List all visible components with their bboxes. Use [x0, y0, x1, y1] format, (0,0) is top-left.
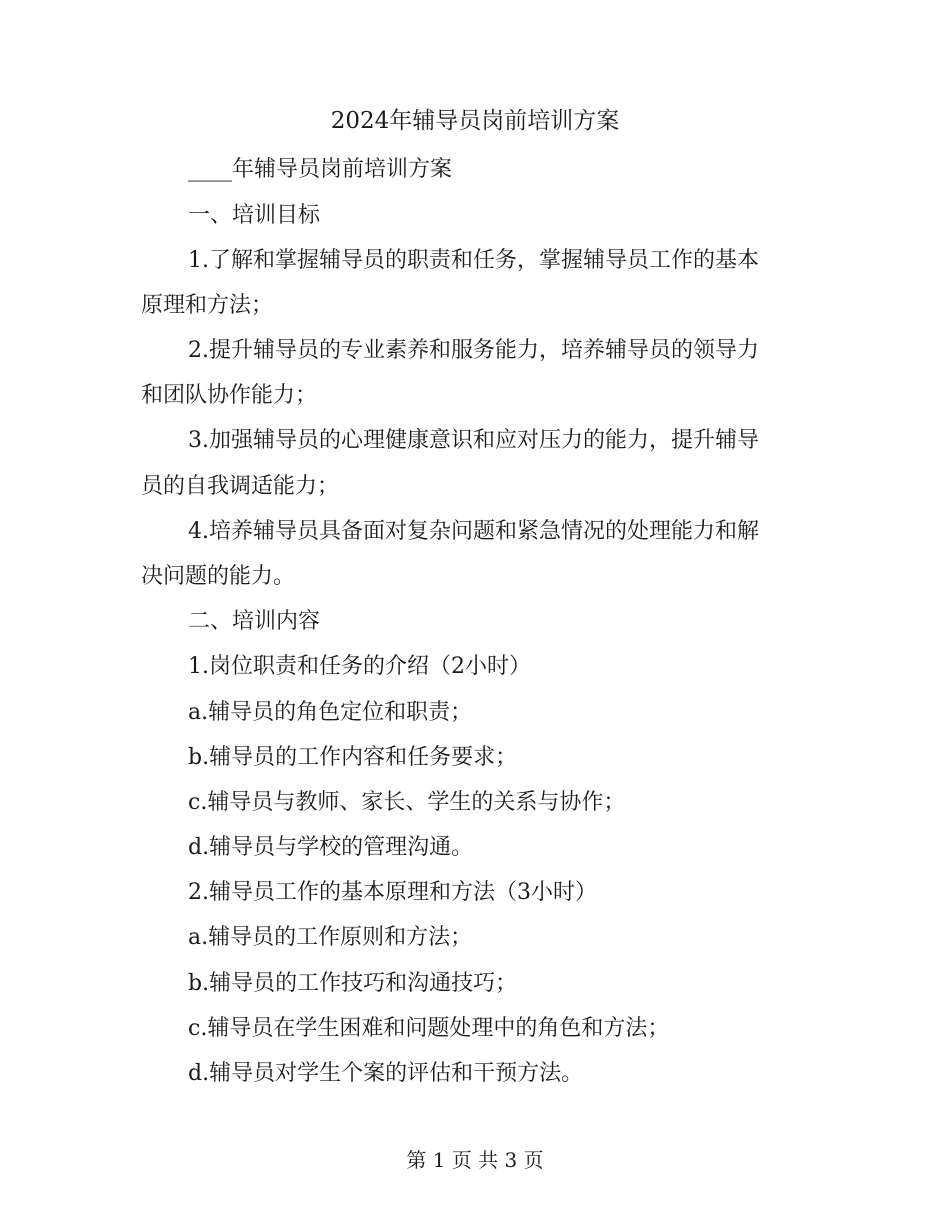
list-item: b.辅导员的工作技巧和沟通技巧； [188, 971, 518, 996]
list-item: a.辅导员的角色定位和职责； [188, 700, 473, 725]
paragraph-line: 2.提升辅导员的专业素养和服务能力，培养辅导员的领导力 [188, 338, 759, 363]
paragraph-line: 2.辅导员工作的基本原理和方法（3小时） [188, 880, 597, 905]
document-title: 2024年辅导员岗前培训方案 [330, 108, 620, 134]
list-item: d.辅导员对学生个案的评估和干预方法。 [188, 1061, 584, 1086]
page-number-footer: 第 1 页 共 3 页 [406, 1148, 544, 1172]
list-item: a.辅导员的工作原则和方法； [188, 925, 473, 950]
paragraph-line: 员的自我调适能力； [141, 474, 340, 499]
list-item: c.辅导员与教师、家长、学生的关系与协作； [188, 790, 626, 815]
paragraph-line: 1.岗位职责和任务的介绍（2小时） [188, 654, 531, 679]
paragraph-line: 决问题的能力。 [141, 564, 296, 589]
paragraph-line: 4.培养辅导员具备面对复杂问题和紧急情况的处理能力和解 [188, 519, 759, 544]
paragraph-line: 原理和方法； [141, 293, 274, 318]
section-heading: 一、培训目标 [188, 203, 321, 228]
list-item: c.辅导员在学生困难和问题处理中的角色和方法； [188, 1016, 670, 1041]
paragraph-line: 和团队协作能力； [141, 383, 318, 408]
list-item: d.辅导员与学校的管理沟通。 [188, 835, 474, 860]
list-item: b.辅导员的工作内容和任务要求； [188, 745, 518, 770]
section-heading: 二、培训内容 [188, 609, 321, 634]
paragraph-line: ____年辅导员岗前培训方案 [188, 157, 453, 182]
paragraph-line: 3.加强辅导员的心理健康意识和应对压力的能力，提升辅导 [188, 428, 759, 453]
paragraph-line: 1.了解和掌握辅导员的职责和任务，掌握辅导员工作的基本 [188, 248, 759, 273]
